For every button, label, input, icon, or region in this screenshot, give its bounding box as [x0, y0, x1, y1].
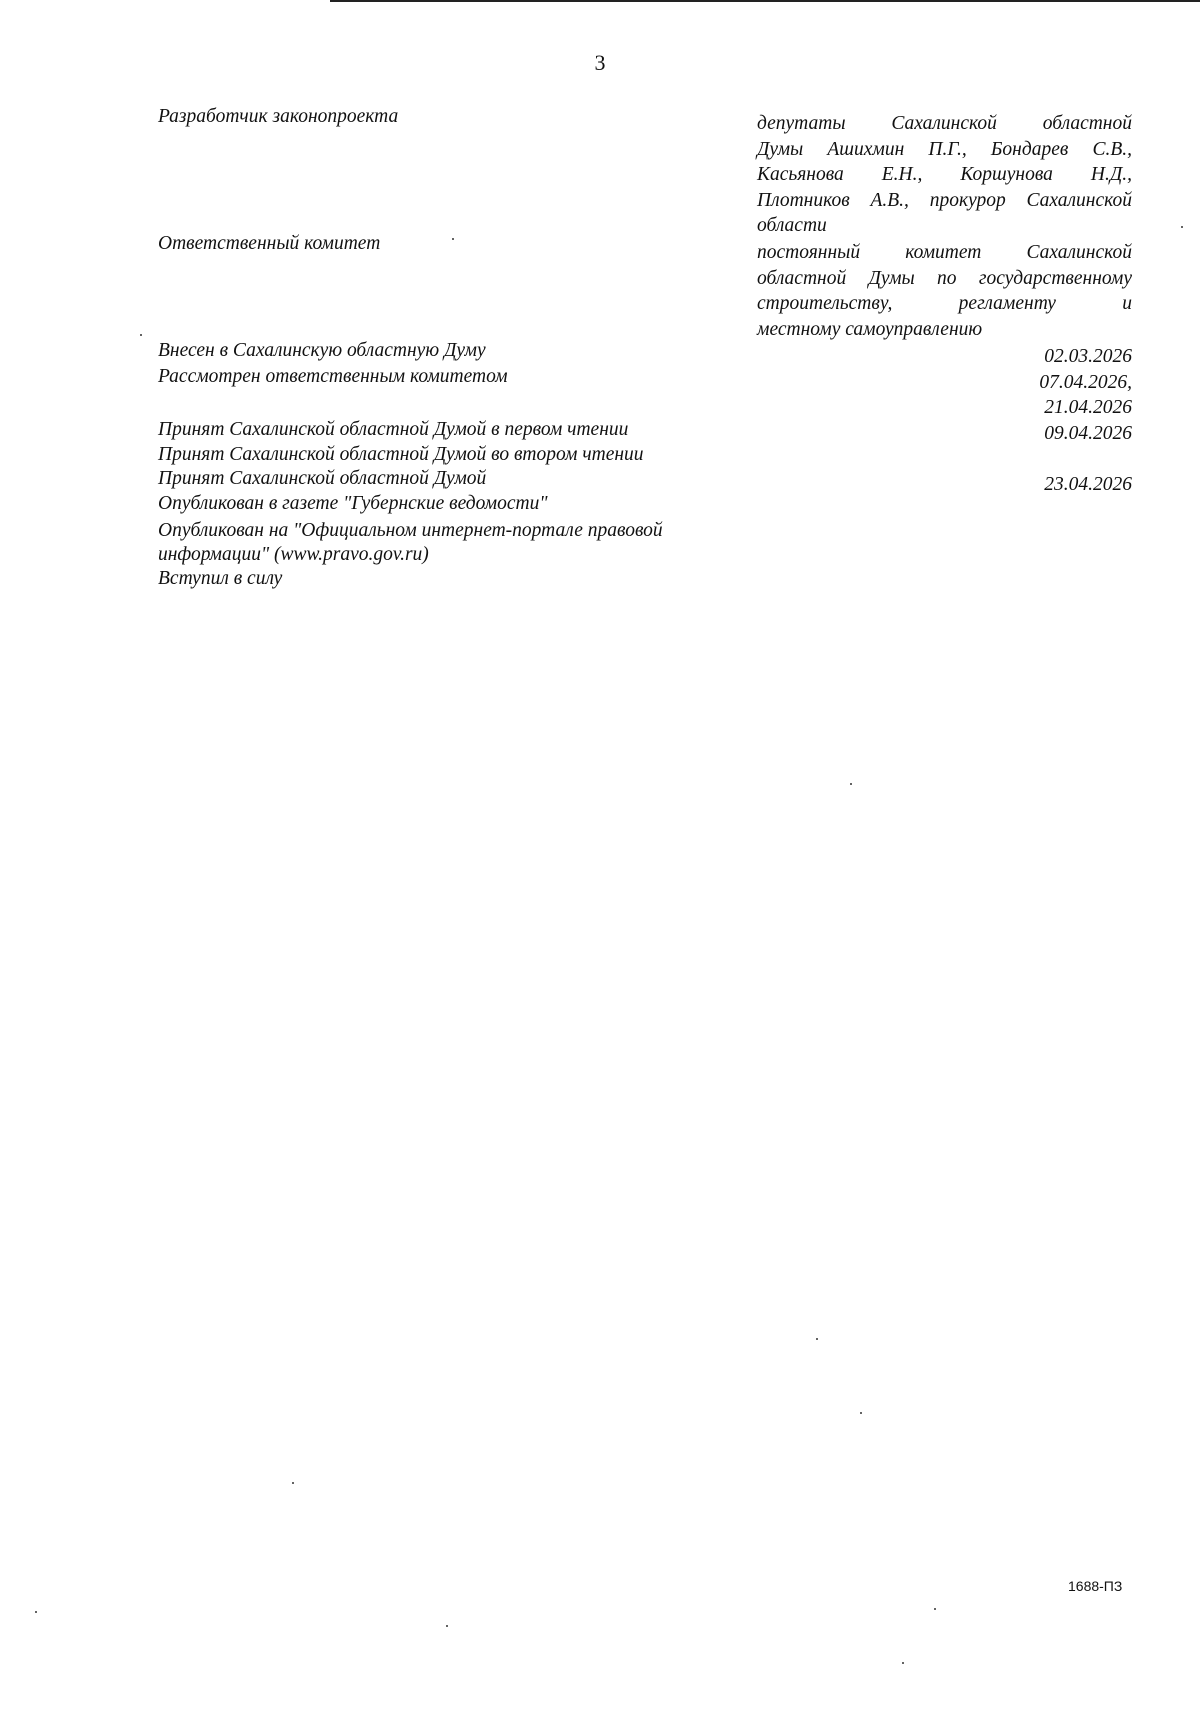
scan-speck	[816, 1338, 818, 1340]
scan-speck	[35, 1611, 37, 1613]
committee-line: областной Думы по государственному	[757, 267, 1132, 289]
scan-speck	[860, 1412, 862, 1414]
submitted-date: 02.03.2026	[1044, 346, 1132, 367]
reviewed-date-1: 07.04.2026,	[1039, 372, 1132, 393]
submitted-label: Внесен в Сахалинскую областную Думу	[158, 340, 486, 361]
published-portal-label-line-1: Опубликован на "Официальном интернет-портале правовой	[158, 520, 663, 541]
adopted-date: 23.04.2026	[1044, 474, 1132, 495]
first-reading-label: Принят Сахалинской областной Думой в первом чтении	[158, 419, 629, 440]
page-number: 3	[594, 50, 606, 75]
developer-line: Плотников А.В., прокурор Сахалинской	[757, 189, 1132, 211]
reviewed-date-2: 21.04.2026	[1044, 397, 1132, 418]
scan-speck	[292, 1482, 294, 1484]
published-portal-label-line-2: информации" (www.pravo.gov.ru)	[158, 544, 429, 565]
committee-line: постоянный комитет Сахалинской	[757, 242, 1132, 263]
committee-line: строительству, регламенту и	[757, 293, 1132, 314]
scan-speck	[140, 334, 142, 336]
committee-label: Ответственный комитет	[158, 233, 381, 254]
reviewed-label: Рассмотрен ответственным комитетом	[158, 366, 508, 387]
second-reading-label: Принят Сахалинской областной Думой во втором чтении	[158, 444, 644, 465]
scan-speck	[452, 238, 454, 240]
scan-speck	[902, 1662, 904, 1664]
committee-line: местному самоуправлению	[757, 318, 983, 340]
first-reading-date: 09.04.2026	[1044, 423, 1132, 444]
developer-line: Думы Ашихмин П.Г., Бондарев С.В.,	[757, 138, 1132, 160]
committee-value	[757, 240, 1132, 342]
published-newspaper-label: Опубликован в газете "Губернские ведомости"	[158, 493, 548, 514]
developer-line: Касьянова Е.Н., Коршунова Н.Д.,	[757, 164, 1132, 185]
developer-value	[757, 111, 1132, 239]
developer-label: Разработчик законопроекта	[158, 106, 399, 127]
developer-line: области	[757, 215, 827, 236]
scan-speck	[1181, 226, 1183, 228]
scan-speck	[446, 1625, 448, 1627]
top-scan-rule	[330, 0, 1200, 2]
scan-speck	[850, 783, 852, 785]
scan-speck	[934, 1608, 936, 1610]
document-code: 1688-ПЗ	[1068, 1578, 1123, 1594]
entered-force-label: Вступил в силу	[158, 568, 283, 589]
developer-line: депутаты Сахалинской областной	[757, 113, 1132, 134]
adopted-label: Принят Сахалинской областной Думой	[158, 468, 487, 489]
